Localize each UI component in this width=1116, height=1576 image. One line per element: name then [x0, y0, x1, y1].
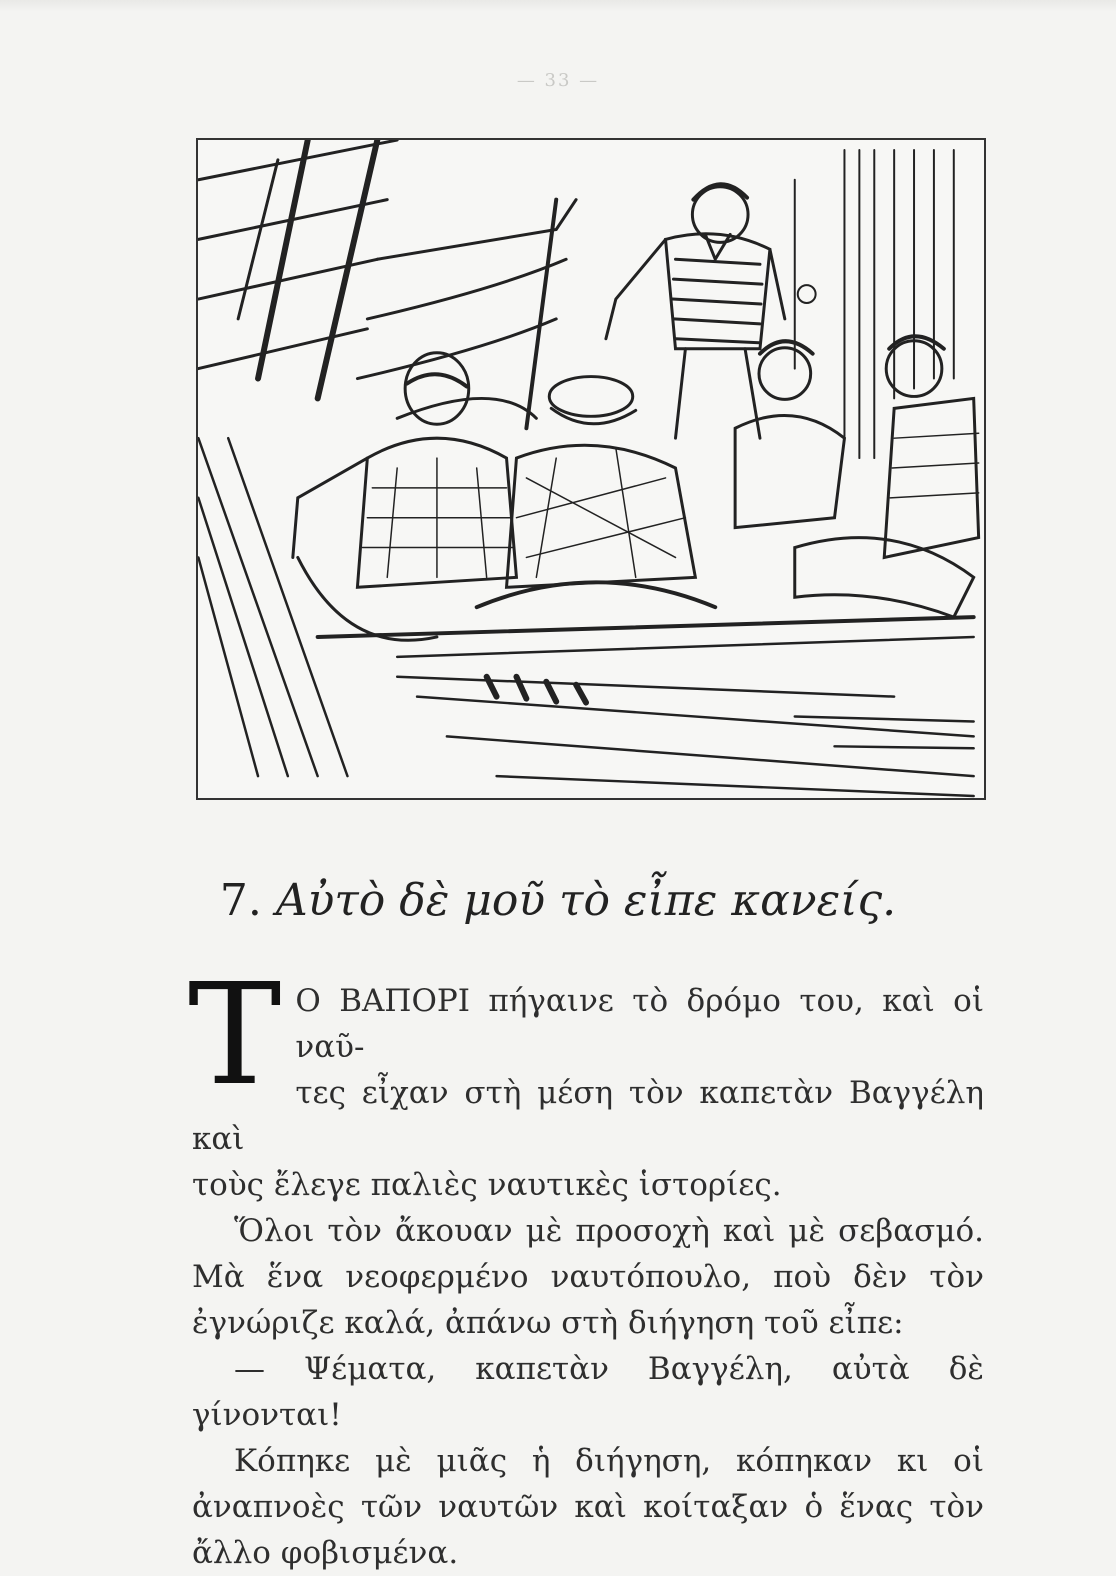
chapter-number: 7. — [219, 875, 262, 926]
young-sailor-figure-drawing — [735, 341, 844, 527]
paragraph-1 — [188, 954, 984, 1208]
lifeboat-drawing — [357, 200, 576, 429]
ladder-drawing — [198, 140, 397, 398]
sailor-back-figure-drawing — [293, 353, 517, 641]
paragraph-2: Ὅλοι τὸν ἄκουαν μὲ προσοχὴ καὶ μὲ σεβασμό. Μὰ ἕνα νεοφερμένο ναυτόπουλο, ποὺ δὲν τὸν ἐγνώριζε καλά, ἀπάνω στὴ διήγηση τοῦ εἶπε: — [192, 1213, 984, 1341]
reclining-sailor-figure-drawing — [795, 336, 979, 617]
paragraph-1-line: τοὺς ἔλεγε παλιὲς ναυτικὲς ἱστορίες. — [192, 1167, 782, 1203]
page-number: — 33 — — [516, 70, 600, 91]
deck-planks-drawing — [198, 438, 973, 796]
chapter-title — [0, 875, 1116, 926]
sailors-on-deck-illustration — [196, 138, 986, 800]
cabin-wall-drawing — [795, 150, 954, 458]
chapter-title-text: Αὐτὸ δὲ μοῦ τὸ εἶπε κανείς. — [275, 875, 897, 926]
paragraph-4: Κόπηκε μὲ μιᾶς ἡ διήγηση, κόπηκαν κι οἱ ἀναπνοὲς τῶν ναυτῶν καὶ κοίταξαν ὁ ἕνας τὸν ἄλλο φοβισμένα. — [192, 1443, 984, 1571]
page-top-edge — [0, 0, 1116, 12]
drop-cap: Τ — [188, 954, 282, 1117]
paragraph-1-line: τες εἶχαν στὴ μέση τὸν καπετὰν Βαγγέλη καὶ — [192, 1075, 984, 1157]
body-text — [188, 954, 984, 1576]
paragraph-1-line: Ο ΒΑΠΟΡΙ πήγαινε τὸ δρόμο του, καὶ οἱ ναῦ- — [295, 983, 984, 1065]
paragraph-3: — Ψέματα, καπετὰν Βαγγέλη, αὐτὰ δὲ γίνονται! — [192, 1351, 984, 1433]
